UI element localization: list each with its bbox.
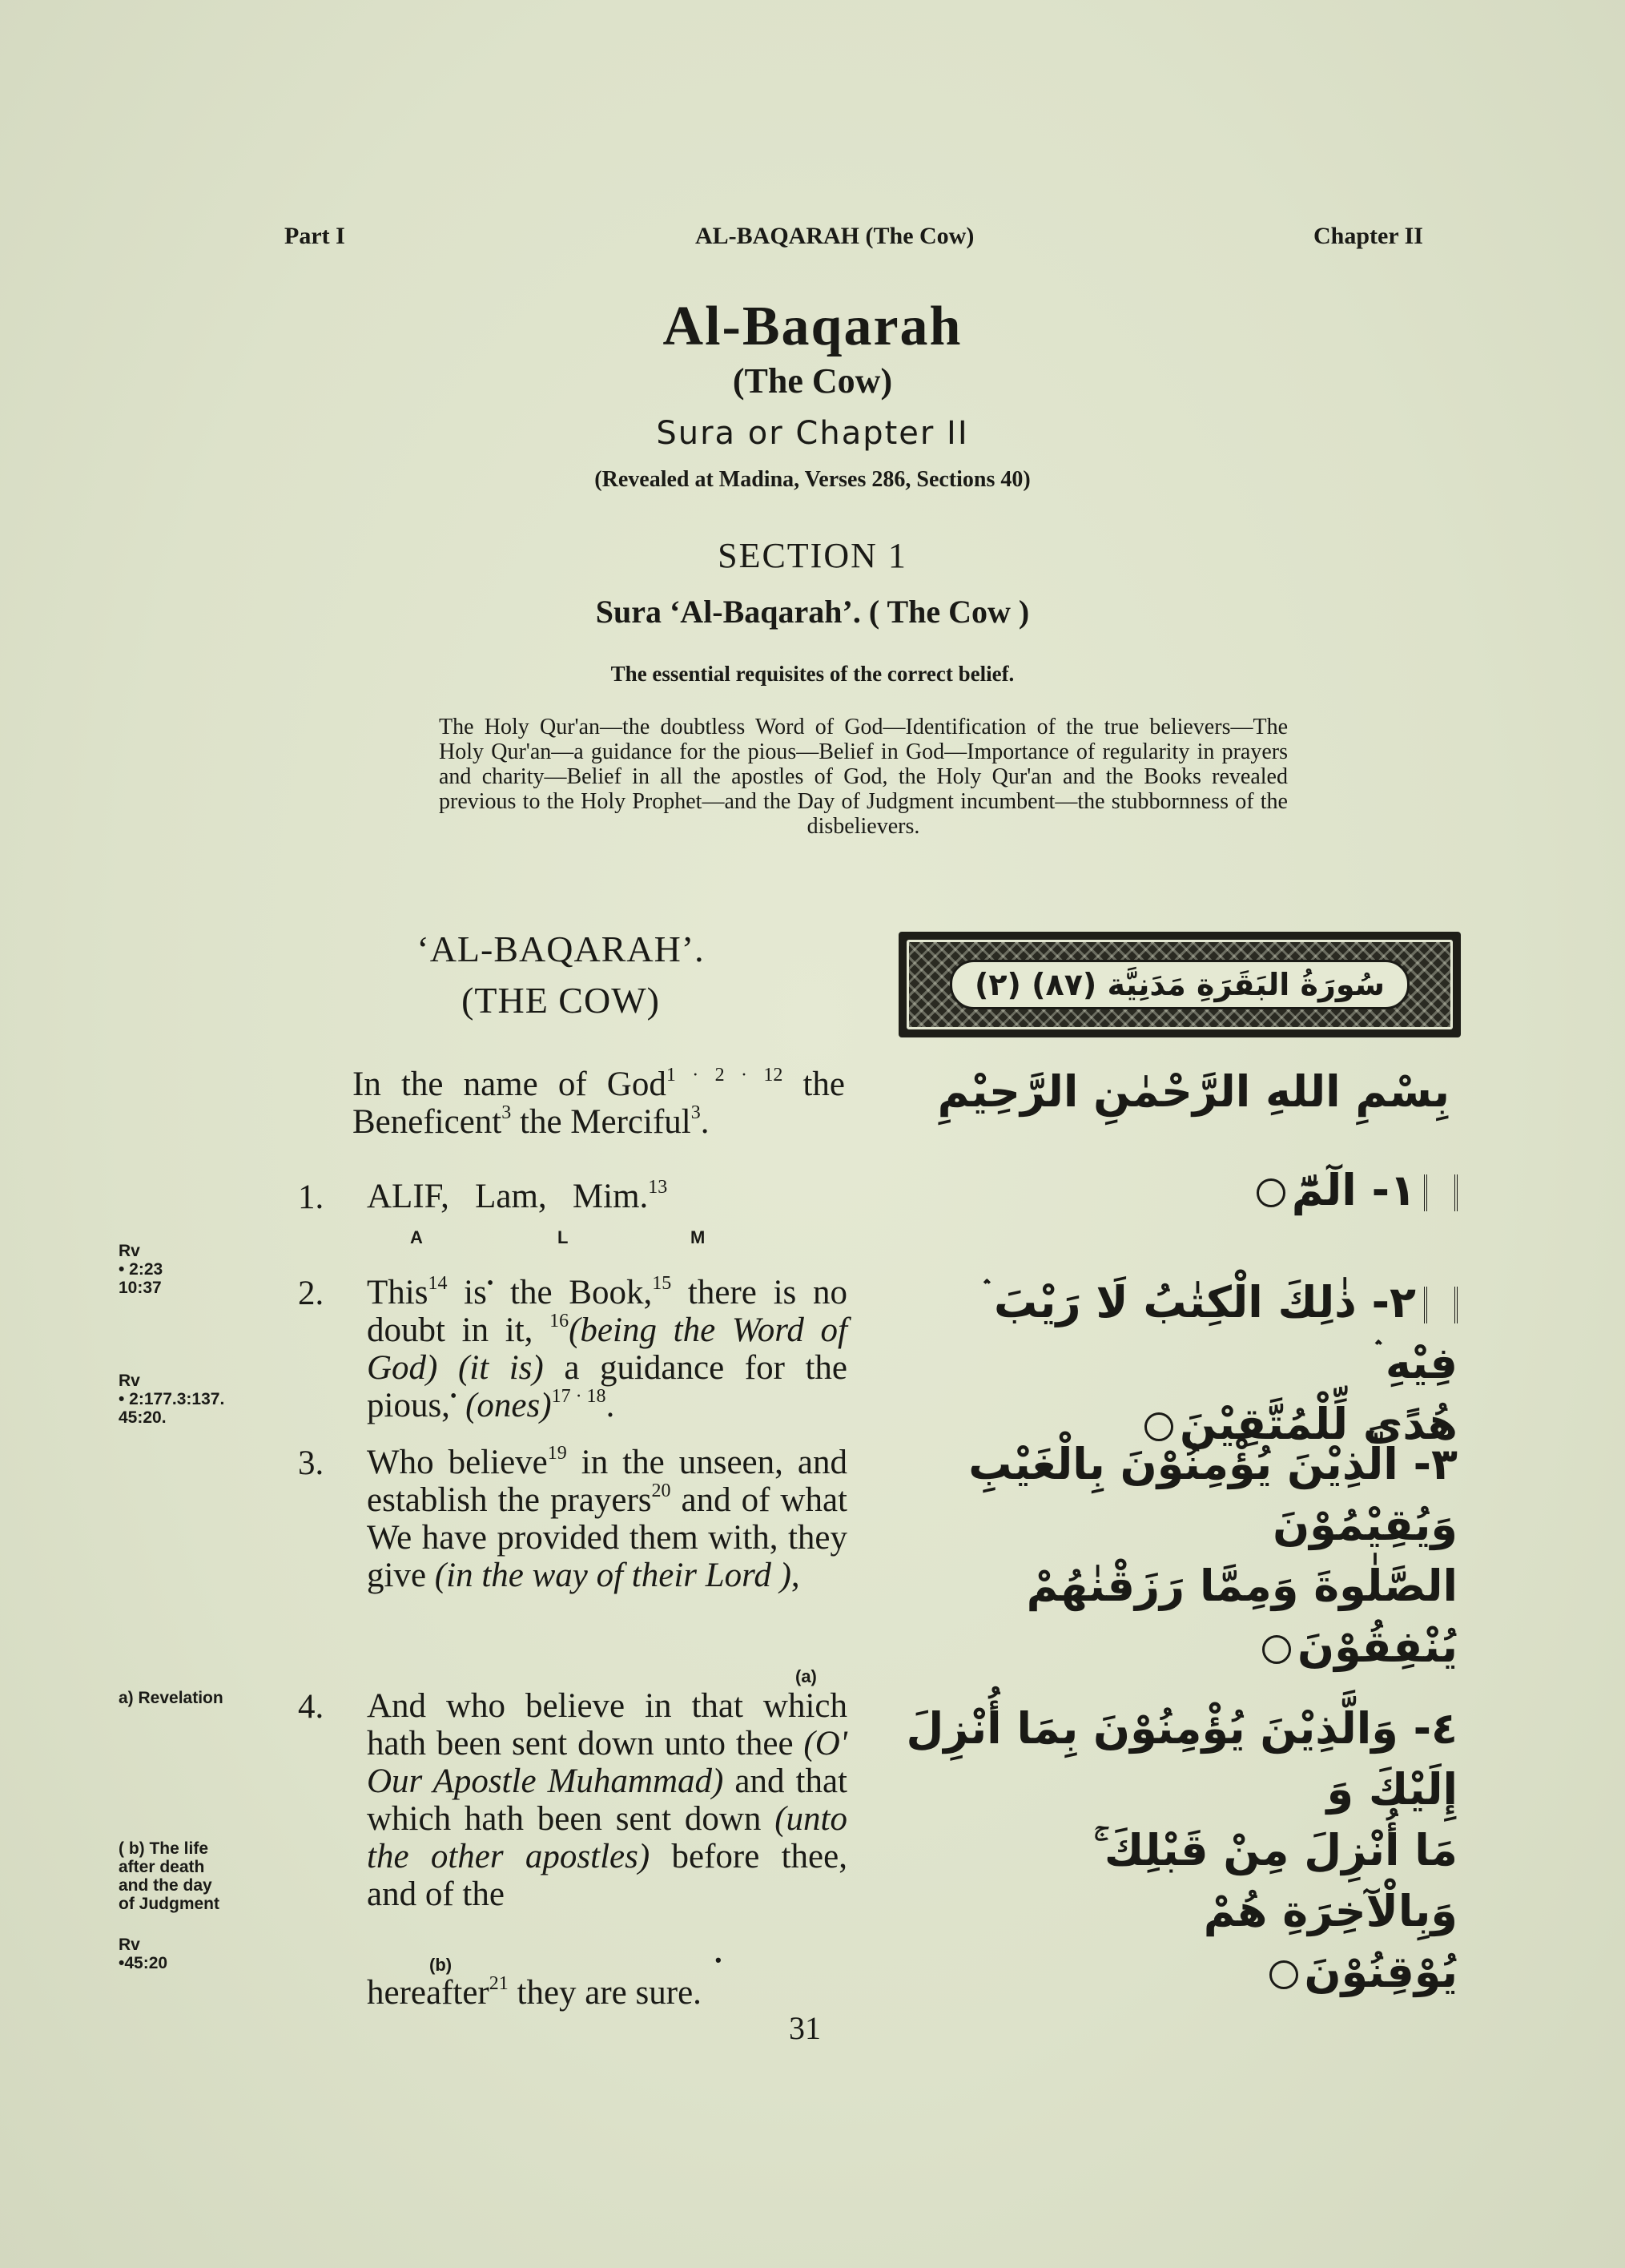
- verse-3-arabic: ٣- الَّذِيْنَ يُؤْمِنُوْنَ بِالْغَيْبِ وَيُقِيْمُوْنَ الصَّلٰوةَ وَمِمَّا رَزَقْنٰهُمْ يُنْفِقُوْنَ: [968, 1439, 1458, 1672]
- rukoo-mark: [1424, 1174, 1458, 1211]
- letter-label-a: A: [410, 1227, 423, 1247]
- sura-name: Sura ‘Al-Baqarah’. ( The Cow ): [595, 594, 1030, 630]
- verse-1-arabic: ١- الٓمّٓ: [1185, 1160, 1458, 1221]
- verse-2-text: This$^{14}$ is• the Book,$^{15}$ there is no doubt in it, $^{16}$(being the Word of God) (it is) a guidance for the pious,• (ones)$^{17 \cdot 18}$.: [367, 1273, 848, 1424]
- section-summary: The Holy Qur'an—the doubtless Word of God—Identification of the true believers—The Holy Qur'an—a guidance for the pious—Belief in God—Importance of regularity in prayers and charity—Belief in all the apostles of God, the Holy Qur'an and the Books revealed previous to the Holy Prophet—and the Day of Judgment incumbent—the stubbornness of the disbelievers.: [439, 715, 1288, 839]
- header-title: AL-BAQARAH (The Cow): [695, 223, 975, 249]
- margin-note-4: ( b) The life after death and the day of Judgment: [119, 1839, 219, 1913]
- sura-line: Sura or Chapter II: [656, 415, 969, 452]
- ayah-end-icon: [1262, 1635, 1291, 1664]
- verse-4-text-end: hereafter$^{21}$ they are sure.: [367, 1973, 702, 2012]
- footnote-mark-dot: •: [715, 1950, 722, 1970]
- page-number: 31: [789, 2010, 821, 2046]
- rukoo-mark: [1424, 1287, 1458, 1323]
- verse-number-4: 4.: [298, 1688, 324, 1726]
- banner-text: (٢) سُورَةُ البَقَرَةِ مَدَنِيَّة (٨٧): [950, 960, 1410, 1009]
- sura-banner: [899, 932, 1461, 1037]
- banner-ornament: [907, 940, 1453, 1029]
- verse-2-arabic: ٢- ذٰلِكَ الْكِتٰبُ لَا رَيْبَ ۛ فِيْهِ ۛ هُدًى لِّلْمُتَّقِيْنَ: [983, 1277, 1458, 1449]
- chapter-title: Al-Baqarah: [662, 296, 963, 357]
- verse-number-1: 1.: [298, 1178, 324, 1216]
- ayah-end-icon: [1257, 1178, 1285, 1207]
- column-title-line1: ‘AL-BAQARAH’.: [416, 929, 705, 969]
- margin-note-3: a) Revelation: [119, 1689, 223, 1707]
- margin-note-1: Rv • 2:23 10:37: [119, 1242, 163, 1297]
- verse-number-2: 2.: [298, 1275, 324, 1312]
- header-chapter: Chapter II: [1313, 223, 1423, 249]
- footnote-mark-b: (b): [429, 1955, 453, 1975]
- footnote-mark-a: (a): [795, 1666, 817, 1686]
- bismillah-text: In the name of God$^{1 \cdot 2 \cdot 12}$ the Beneficent$^3$ the Merciful$^3$.: [352, 1065, 845, 1141]
- verse-4-text: And who believe in that which hath been sent down unto thee (O' Our Apostle Muhammad) and that which hath been sent down (unto the other apostles) before thee, and of the: [367, 1687, 847, 1913]
- verse-4-arabic: ٤- وَالَّذِيْنَ يُؤْمِنُوْنَ بِمَا أُنْزِلَ إِلَيْكَ وَ مَا أُنْزِلَ مِنْ قَبْلِكَ ۚ وَبِالْآخِرَةِ هُمْ يُوْقِنُوْنَ: [906, 1703, 1458, 1997]
- section-heading: SECTION 1: [718, 536, 907, 575]
- ayah-end-icon: [1269, 1960, 1298, 1989]
- margin-note-5: Rv •45:20: [119, 1936, 168, 1972]
- header-part: Part I: [284, 223, 345, 249]
- verse-number-3: 3.: [298, 1444, 324, 1482]
- verse-3-text: Who believe$^{19}$ in the unseen, and establish the prayers$^{20}$ and of what We have provided them with, they give (in the way of their Lord ),: [367, 1443, 847, 1594]
- column-title-line2: (THE COW): [461, 980, 660, 1021]
- letter-label-m: M: [690, 1227, 706, 1247]
- verse-1-text: ALIF, Lam, Mim.$^{13}$: [367, 1177, 668, 1215]
- requisites-heading: The essential requisites of the correct belief.: [610, 662, 1015, 686]
- revealed-info: (Revealed at Madina, Verses 286, Sections 40): [594, 467, 1031, 492]
- bismillah-arabic: بِسْمِ اللهِ الرَّحْمٰنِ الرَّحِيْمِ: [937, 1066, 1450, 1117]
- margin-note-2: Rv • 2:177.3:137. 45:20.: [119, 1372, 225, 1427]
- letter-label-l: L: [557, 1227, 569, 1247]
- chapter-subtitle: (The Cow): [732, 361, 893, 401]
